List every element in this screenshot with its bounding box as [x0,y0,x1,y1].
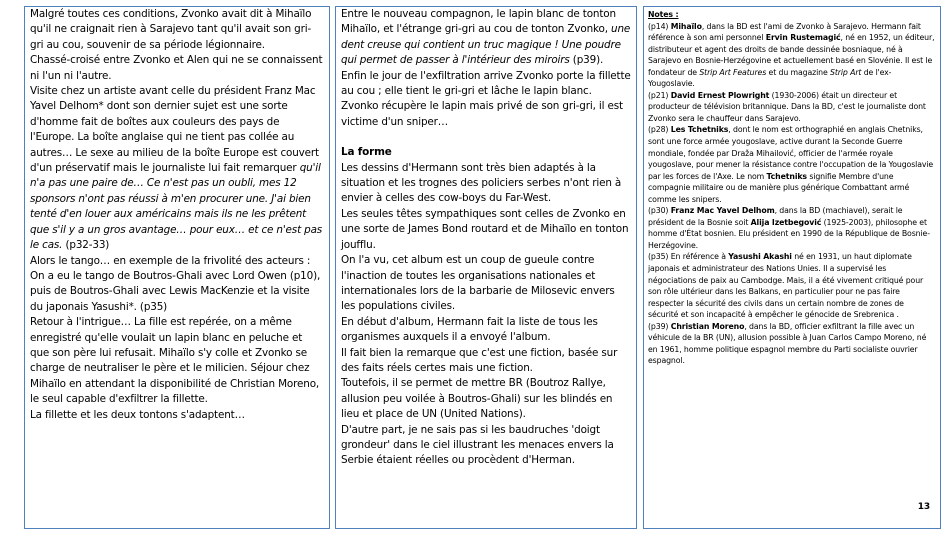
note-text: , né en 1952, un éditeur, distributeur et agent des droits de bande dessinée bosniaque, né à Sarajevo en Bosnie-Herzégovine et actuellement basé en Slovénie. Il est le fondateur de [648,33,935,77]
note [648,124,936,205]
page-number: 13 [917,502,930,513]
note-ref: (p21) [648,90,671,100]
note-text: de l'ex-Yougoslavie. [648,67,892,89]
note [648,321,936,367]
note-name: Franz Mac Yavel Delhom [670,206,775,216]
note-name: Alija Izetbegović [750,217,822,227]
spacer [341,130,631,145]
text-run: Visite chez un artiste avant celle du président Franz Mac Yavel Delhom* dont son dernier sujet est une sorte d'homme fait de boîtes aux couleurs des pays de l'Europe. La boîte anglaise qui ne tient pas collée au autres… Le sexe au milieu de la boîte Europe est couvert d'un préservatif mais le journaliste lui fait remarquer [30,85,319,175]
note-ref: (p28) [648,125,671,135]
note-text: , dans la BD, officier exfiltrant la fille avec un véhicule de la BR (UN), allusion possible à Juan Carlos Campo Moreno, né en 1961, homme politique espagnol membre du Parti socialiste ouvrier espagnol. [648,321,927,366]
note-name: Christian Moreno [670,321,745,331]
note-text: (1930-2006) était un directeur et producteur de télévision britannique. Dans la BD, c'est le journaliste dont Zvonko sera le chauffeur dans Sarajevo. [648,90,926,123]
paragraph: Malgré toutes ces conditions, Zvonko avait dit à Mihaïlo qu'il ne craignait rien à Sarajevo tant qu'il avait son gri-gri au cou, souvenir de sa période légionnaire. [30,8,312,51]
paragraph: Enfin le jour de l'exfiltration arrive Zvonko porte la fillette au cou ; elle tient le gri-gri et lâche le lapin blanc. Zvonko récupère le lapin mais privé de son gri-gri, il est victime d'un sniper… [341,69,631,128]
paragraph: Chassé-croisé entre Zvonko et Alen qui ne se connaissent ni l'un ni l'autre. [30,54,323,82]
page-ref: (p32-33) [62,239,110,252]
note-text: et du magazine [766,67,831,77]
paragraph: Toutefois, il se permet de mettre BR (Boutroz Rallye, allusion peu voilée à Boutros-Ghali) sur les blindés en lieu et place de UN (United Nations). [341,377,613,421]
paragraph: On a eu le tango de Boutros-Ghali avec Lord Owen (p10), puis de Boutros-Ghali avec Lewis MacKenzie et la visite du japonais Yasushi*. (p35) [30,269,321,313]
note-ref: (p30) [648,206,671,216]
note-ref: (p35) En référence à [648,252,729,262]
note-text: (1925-2003), philosophe et homme d'État bosnien. Elu président en 1990 de la République de Bosnie-Herzégovine. [648,217,930,250]
note-name: Yasushi Akashi [728,252,792,262]
note-text: , dont le nom est orthographié en anglais Chetniks, sont une force armée yougoslave, active durant la Seconde Guerre mondiale, fondée par Draža Mihailović, officier de l'armée royale yougoslave, pour mener la résistance contre l'occupation de la Yougoslavie par les forces de l'Axe. Le nom [648,125,934,181]
note-ref: (p14) [648,21,671,31]
paragraph: Alors le tango… en exemple de la frivolité des acteurs : [30,254,311,267]
paragraph: Il fait bien la remarque que c'est une fiction, basée sur des faits réels certes mais une fiction. [341,346,618,374]
paragraph: Retour à l'intrigue… La fille est repérée, on a même enregistré qu'elle voulait un lapin blanc en peluche et que son père lui refusait. Mihaïlo s'y colle et Zvonko se charge de neutraliser le père et le milicien. Séjour chez Mihaïlo en attendant la disponibilité de Christian Moreno, le seul capable d'exfiltrer la fillette. [30,316,320,406]
paragraph: En début d'album, Hermann fait la liste de tous les organismes auxquels il a envoyé l'album. [341,315,598,344]
note [648,205,936,251]
paragraph [341,7,631,69]
paragraph: D'autre part, je ne sais pas si les baudruches 'doigt grondeur' dans le ciel illustrant les menaces envers la Serbie étaient réelles ou procèdent d'Herman. [341,423,614,467]
notes-column [643,6,941,529]
paragraph: La fillette et les deux tontons s'adaptent… [30,408,245,421]
note [648,90,936,125]
note-emphasis: Strip Art [830,67,862,77]
quote: une dent creuse qui contient un truc magique ! Une poudre qui permet de passer à l'intérieur des miroirs [341,23,631,67]
section-heading: La forme [341,146,392,159]
quote: qu'il n'a pas une paire de… Ce n'est pas un oubli, mes 12 sponsors n'ont pas réussi à m'en procurer une. J'ai bien tenté d'en louer aux américains mais ils ne les prêtent que s'il y a un gros avantage… pour eux… et ce n'est pas le cas. [30,162,323,252]
note-name: Tchetniks [766,171,807,181]
note-name: Les Tchetniks [670,125,729,135]
note-name: Ervin Rustemagić [765,33,841,43]
paragraph: On l'a vu, cet album est un coup de gueule contre l'inaction de toutes les organisations nationales et internationales lors de la barbarie de Milosevic envers les populations civiles. [341,254,615,313]
note-text: , dans la BD est l'ami de Zvonko à Sarajevo. Hermann fait référence à son ami personnel [648,21,921,43]
note-text: né en 1931, un haut diplomate japonais et administrateur des Nations Unies. Il a supervisé les négociations de paix au Cambodge. Mais, il a été vivement critiqué pour son rôle ultérieur dans les Balkans, en particulier pour ne pas faire respecter la sécurité des civils dans un certain nombre de zones de sécurité et son incapacité à empêcher le génocide de Srebrenica . [648,252,924,320]
note-emphasis: Strip Art Features [699,67,767,77]
paragraph: Les seules têtes sympathiques sont celles de Zvonko en une sorte de James Bond routard et de Mihaïlo en tonton joufflu. [341,207,629,251]
paragraph [30,84,324,253]
note-text: signifie Membre d'une compagnie militaire ou de manière plus générique Combattant armé comme les snipers. [648,171,910,204]
text-run: Entre le nouveau compagnon, le lapin blanc de tonton Mihaïlo, et l'étrange gri-gri au cou de tonton Zvonko, [341,8,616,36]
note-name: David Ernest Plowright [670,90,770,100]
note-ref: (p39) [648,321,671,331]
notes-title: Notes : [648,10,679,19]
note-name: Mihaïlo [670,21,702,31]
note [648,251,936,320]
page-ref: (p39). [569,54,604,67]
note [648,21,936,90]
note-text: , dans la BD (machiavel), serait le président de la Bosnie soit [648,206,903,227]
paragraph: Les dessins d'Hermann sont très bien adaptés à la situation et les trognes des policiers serbes n'ont rien à envier à celles des cow-boys du Far-West. [341,161,622,205]
column-2 [335,6,637,529]
column-1 [24,6,330,529]
